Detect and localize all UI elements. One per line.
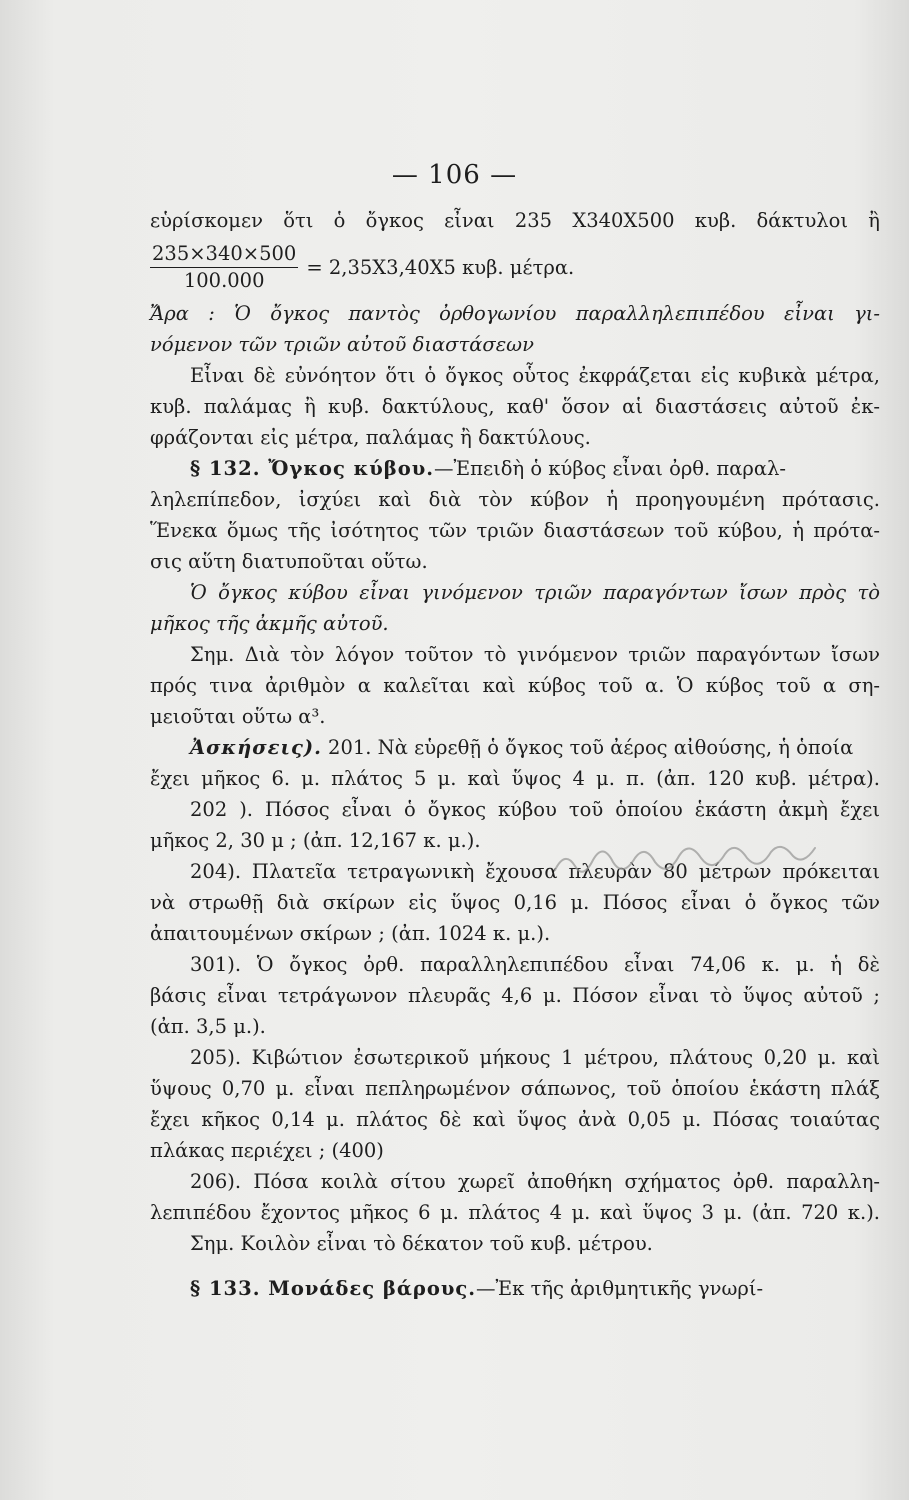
exercise-line: 205). Κιβώτιον ἐσωτερικοῦ μήκους 1 μέτρου, πλάτους 0,20 μ. καὶ [190,1046,880,1069]
exercise-line: 206). Πόσα κοιλὰ σίτου χωρεῖ ἀποθήκη σχήματος ὀρθ. παραλλη- [190,1170,880,1193]
exercises-heading: Ἀσκήσεις). [190,736,322,759]
exercise-line: νὰ στρωθῇ διὰ σκίρων εἰς ὕψος 0,16 μ. Πόσος εἶναι ὁ ὄγκος τῶν [150,891,880,914]
fraction-denominator: 100.000 [183,268,265,292]
exercise-line: βάσις εἶναι τετράγωνον πλευρᾶς 4,6 μ. Πόσον εἶναι τὸ ὕψος αὐτοῦ ; [150,984,880,1007]
section-text: —Ἐκ τῆς ἀριθμητικῆς γνωρί- [476,1277,764,1300]
text-line: ληλεπίπεδον, ἰσχύει καὶ διὰ τὸν κύβον ἡ προηγουμένη πρότασις. [150,488,880,511]
text-line: κυβ. παλάμας ἢ κυβ. δακτύλους, καθ' ὅσον αἱ διαστάσεις αὐτοῦ ἐκ- [150,395,880,418]
text-line: Ἕνεκα ὅμως τῆς ἰσότητος τῶν τριῶν διαστάσεων τοῦ κύβου, ἡ πρότα- [150,519,880,542]
exercise-line: ἔχει μῆκος 6. μ. πλάτος 5 μ. καὶ ὕψος 4 μ. π. (ἀπ. 120 κυβ. μέτρα). [150,767,880,790]
exercise-line: 301). Ὁ ὄγκος ὀρθ. παραλληλεπιπέδου εἶναι 74,06 κ. μ. ἡ δὲ [190,953,880,976]
theorem-line: Ἄρα : Ὁ ὄγκος παντὸς ὀρθογωνίου παραλληλεπιπέδου εἶναι γι- [150,302,880,325]
text-line: φράζονται εἰς μέτρα, παλάμας ἢ δακτύλους. [150,426,591,449]
text-line: μειοῦται οὕτω α³. [150,705,326,728]
page-text [150,205,880,1304]
text-line: πρός τινα ἀριθμὸν α καλεῖται καὶ κύβος τοῦ α. Ὁ κύβος τοῦ α ση- [150,674,880,697]
exercise-line: (ἀπ. 3,5 μ.). [150,1015,266,1038]
fraction-result: = 2,35X3,40X5 κυβ. μέτρα. [306,255,575,279]
text-line: Εἶναι δὲ εὐνόητον ὅτι ὁ ὄγκος οὗτος ἐκφράζεται εἰς κυβικὰ μέτρα, [190,364,880,387]
exercise-line: λεπιπέδου ἔχοντος μῆκος 6 μ. πλάτος 4 μ. καὶ ὕψος 3 μ. (ἀπ. 720 κ.). [150,1201,880,1224]
exercise-line: ὕψους 0,70 μ. εἶναι πεπληρωμένον σάπωνος, τοῦ ὁποίου ἑκάστη πλάξ [150,1077,880,1100]
exercises-heading-line [150,732,880,763]
fraction-line [150,236,880,298]
exercise-line: 204). Πλατεῖα τετραγωνικὴ ἔχουσα πλευρὰν 80 μέτρων πρόκειται [190,860,880,883]
note-line: Σημ. Κοιλὸν εἶναι τὸ δέκατον τοῦ κυβ. μέτρου. [190,1232,653,1255]
theorem-line: Ὁ ὄγκος κύβου εἶναι γινόμενον τριῶν παραγόντων ἴσων πρὸς τὸ [190,581,880,604]
theorem-line: μῆκος τῆς ἀκμῆς αὐτοῦ. [150,612,389,635]
exercise-line: 202 ). Πόσος εἶναι ὁ ὄγκος κύβου τοῦ ὁποίου ἑκάστη ἀκμὴ ἔχει [190,798,880,821]
exercise-line: μῆκος 2, 30 μ ; (ἀπ. 12,167 κ. μ.). [150,829,481,852]
text-line: εὑρίσκομεν ὅτι ὁ ὄγκος εἶναι 235 X340X500 κυβ. δάκτυλοι ἢ [150,209,880,232]
text-line: σις αὕτη διατυποῦται οὕτω. [150,550,428,573]
fraction [150,241,298,294]
exercise-text: 201. Νὰ εὑρεθῇ ὁ ὄγκος τοῦ ἀέρος αἰθούσης, ἡ ὁποία [321,736,854,759]
section-heading: § 132. Ὄγκος κύβου. [190,457,435,480]
text-line: Σημ. Διὰ τὸν λόγον τοῦτον τὸ γινόμενον τριῶν παραγόντων ἴσων [190,643,880,666]
exercise-line: ἀπαιτουμένων σκίρων ; (ἀπ. 1024 κ. μ.). [150,922,551,945]
page-number: — 106 — [391,160,518,190]
section-text: —Ἐπειδὴ ὁ κύβος εἶναι ὀρθ. παραλ- [434,457,786,480]
theorem-line: νόμενον τῶν τριῶν αὐτοῦ διαστάσεων [150,333,534,356]
section-heading-line [150,1273,880,1304]
fraction-numerator: 235×340×500 [150,241,298,268]
exercise-line: ἔχει κῆκος 0,14 μ. πλάτος δὲ καὶ ὕψος ἀνὰ 0,05 μ. Πόσας τοιαύτας [150,1108,880,1131]
section-heading-line [150,453,880,484]
section-heading: § 133. Μονάδες βάρους. [190,1277,477,1300]
exercise-line: πλάκας περιέχει ; (400) [150,1139,384,1162]
